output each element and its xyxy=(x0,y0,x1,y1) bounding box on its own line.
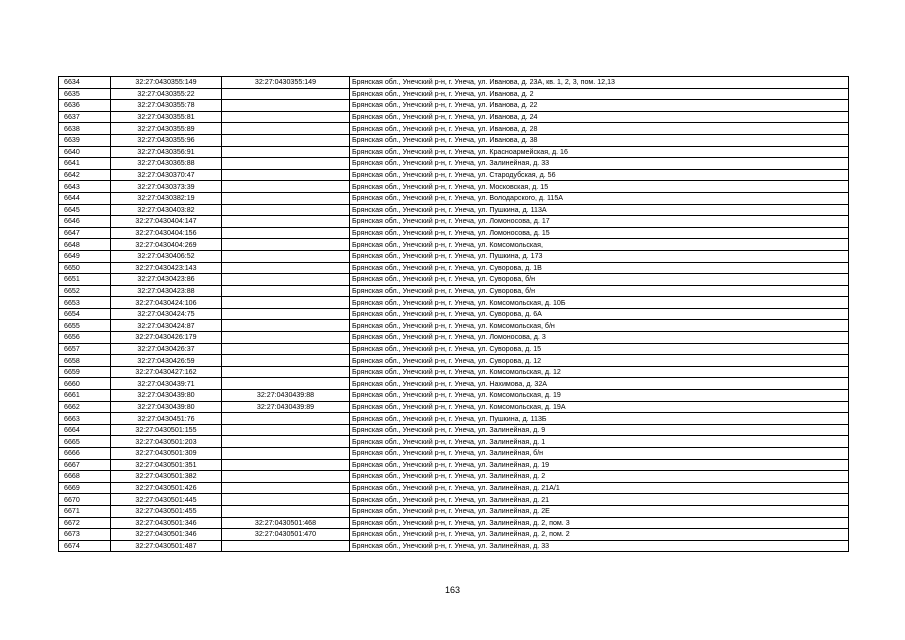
row-number-cell: 6648 xyxy=(59,239,111,251)
row-number-cell: 6654 xyxy=(59,308,111,320)
address-cell: Брянская обл., Унечский р-н, г. Унеча, ул. Пушкина, д. 113Б xyxy=(350,413,849,425)
table-row xyxy=(59,401,849,413)
row-number-cell: 6670 xyxy=(59,494,111,506)
related-cadastral-number-cell xyxy=(222,227,350,239)
table-row xyxy=(59,239,849,251)
related-cadastral-number-cell xyxy=(222,308,350,320)
cadastral-number-cell: 32:27:0430404:156 xyxy=(111,227,222,239)
address-cell: Брянская обл., Унечский р-н, г. Унеча, ул. Суворова, б/н xyxy=(350,274,849,286)
table-row xyxy=(59,517,849,529)
related-cadastral-number-cell xyxy=(222,158,350,170)
table-row xyxy=(59,169,849,181)
related-cadastral-number-cell xyxy=(222,123,350,135)
address-cell: Брянская обл., Унечский р-н, г. Унеча, ул. Залинейная, б/н xyxy=(350,448,849,460)
cadastral-number-cell: 32:27:0430501:382 xyxy=(111,471,222,483)
row-number-cell: 6644 xyxy=(59,192,111,204)
cadastral-number-cell: 32:27:0430406:52 xyxy=(111,250,222,262)
table-row xyxy=(59,471,849,483)
table-row xyxy=(59,297,849,309)
table-row xyxy=(59,320,849,332)
related-cadastral-number-cell xyxy=(222,285,350,297)
related-cadastral-number-cell xyxy=(222,378,350,390)
table-row xyxy=(59,459,849,471)
cadastral-number-cell: 32:27:0430424:75 xyxy=(111,308,222,320)
row-number-cell: 6662 xyxy=(59,401,111,413)
address-cell: Брянская обл., Унечский р-н, г. Унеча, ул. Залинейная, д. 21 xyxy=(350,494,849,506)
table-row xyxy=(59,505,849,517)
row-number-cell: 6649 xyxy=(59,250,111,262)
row-number-cell: 6643 xyxy=(59,181,111,193)
table-row xyxy=(59,181,849,193)
row-number-cell: 6647 xyxy=(59,227,111,239)
cadastral-number-cell: 32:27:0430423:88 xyxy=(111,285,222,297)
row-number-cell: 6672 xyxy=(59,517,111,529)
cadastral-number-cell: 32:27:0430355:22 xyxy=(111,88,222,100)
cadastral-number-cell: 32:27:0430501:455 xyxy=(111,505,222,517)
row-number-cell: 6639 xyxy=(59,134,111,146)
address-cell: Брянская обл., Унечский р-н, г. Унеча, ул. Комсомольская, д. 19А xyxy=(350,401,849,413)
table-row xyxy=(59,146,849,158)
address-cell: Брянская обл., Унечский р-н, г. Унеча, ул. Володарского, д. 115А xyxy=(350,192,849,204)
cadastral-number-cell: 32:27:0430426:179 xyxy=(111,332,222,344)
address-cell: Брянская обл., Унечский р-н, г. Унеча, ул. Иванова, д. 24 xyxy=(350,111,849,123)
related-cadastral-number-cell xyxy=(222,540,350,552)
address-cell: Брянская обл., Унечский р-н, г. Унеча, ул. Стародубская, д. 56 xyxy=(350,169,849,181)
row-number-cell: 6673 xyxy=(59,529,111,541)
related-cadastral-number-cell xyxy=(222,146,350,158)
table-row xyxy=(59,413,849,425)
related-cadastral-number-cell xyxy=(222,111,350,123)
cadastral-number-cell: 32:27:0430427:162 xyxy=(111,366,222,378)
table-row xyxy=(59,111,849,123)
cadastral-number-cell: 32:27:0430501:346 xyxy=(111,529,222,541)
address-cell: Брянская обл., Унечский р-н, г. Унеча, ул. Ломоносова, д. 17 xyxy=(350,216,849,228)
row-number-cell: 6653 xyxy=(59,297,111,309)
related-cadastral-number-cell xyxy=(222,297,350,309)
cadastral-number-cell: 32:27:0430355:81 xyxy=(111,111,222,123)
related-cadastral-number-cell xyxy=(222,262,350,274)
address-cell: Брянская обл., Унечский р-н, г. Унеча, ул. Залинейная, д. 1 xyxy=(350,436,849,448)
row-number-cell: 6668 xyxy=(59,471,111,483)
cadastral-number-cell: 32:27:0430424:106 xyxy=(111,297,222,309)
table-row xyxy=(59,274,849,286)
cadastral-number-cell: 32:27:0430501:309 xyxy=(111,448,222,460)
related-cadastral-number-cell xyxy=(222,100,350,112)
table-row xyxy=(59,250,849,262)
related-cadastral-number-cell xyxy=(222,88,350,100)
cadastral-number-cell: 32:27:0430451:76 xyxy=(111,413,222,425)
table-row xyxy=(59,332,849,344)
address-cell: Брянская обл., Унечский р-н, г. Унеча, ул. Комсомольская, д. 12 xyxy=(350,366,849,378)
row-number-cell: 6658 xyxy=(59,355,111,367)
related-cadastral-number-cell xyxy=(222,448,350,460)
address-cell: Брянская обл., Унечский р-н, г. Унеча, ул. Пушкина, д. 113А xyxy=(350,204,849,216)
address-cell: Брянская обл., Унечский р-н, г. Унеча, ул. Залинейная, д. 2 xyxy=(350,471,849,483)
related-cadastral-number-cell xyxy=(222,494,350,506)
row-number-cell: 6646 xyxy=(59,216,111,228)
related-cadastral-number-cell xyxy=(222,181,350,193)
address-cell: Брянская обл., Унечский р-н, г. Унеча, ул. Комсомольская, д. 10Б xyxy=(350,297,849,309)
table-row xyxy=(59,262,849,274)
row-number-cell: 6640 xyxy=(59,146,111,158)
related-cadastral-number-cell xyxy=(222,366,350,378)
table-row xyxy=(59,123,849,135)
table-row xyxy=(59,482,849,494)
related-cadastral-number-cell: 32:27:0430501:468 xyxy=(222,517,350,529)
address-cell: Брянская обл., Унечский р-н, г. Унеча, ул. Залинейная, д. 9 xyxy=(350,424,849,436)
row-number-cell: 6650 xyxy=(59,262,111,274)
address-cell: Брянская обл., Унечский р-н, г. Унеча, ул. Суворова, д. 6А xyxy=(350,308,849,320)
row-number-cell: 6666 xyxy=(59,448,111,460)
address-cell: Брянская обл., Унечский р-н, г. Унеча, ул. Комсомольская, б/н xyxy=(350,320,849,332)
address-cell: Брянская обл., Унечский р-н, г. Унеча, ул. Комсомольская, xyxy=(350,239,849,251)
row-number-cell: 6636 xyxy=(59,100,111,112)
related-cadastral-number-cell xyxy=(222,482,350,494)
related-cadastral-number-cell xyxy=(222,320,350,332)
row-number-cell: 6674 xyxy=(59,540,111,552)
row-number-cell: 6663 xyxy=(59,413,111,425)
related-cadastral-number-cell xyxy=(222,216,350,228)
address-cell: Брянская обл., Унечский р-н, г. Унеча, ул. Залинейная, д. 19 xyxy=(350,459,849,471)
table-row xyxy=(59,77,849,89)
row-number-cell: 6667 xyxy=(59,459,111,471)
cadastral-number-cell: 32:27:0430355:149 xyxy=(111,77,222,89)
cadastral-number-cell: 32:27:0430370:47 xyxy=(111,169,222,181)
cadastral-number-cell: 32:27:0430355:78 xyxy=(111,100,222,112)
table-row xyxy=(59,192,849,204)
related-cadastral-number-cell xyxy=(222,332,350,344)
related-cadastral-number-cell: 32:27:0430439:88 xyxy=(222,390,350,402)
table-row xyxy=(59,436,849,448)
table-row xyxy=(59,216,849,228)
cadastral-number-cell: 32:27:0430501:487 xyxy=(111,540,222,552)
table-row xyxy=(59,308,849,320)
related-cadastral-number-cell xyxy=(222,239,350,251)
table-row xyxy=(59,424,849,436)
related-cadastral-number-cell xyxy=(222,204,350,216)
related-cadastral-number-cell xyxy=(222,505,350,517)
related-cadastral-number-cell xyxy=(222,424,350,436)
address-cell: Брянская обл., Унечский р-н, г. Унеча, ул. Иванова, д. 28 xyxy=(350,123,849,135)
cadastral-number-cell: 32:27:0430501:203 xyxy=(111,436,222,448)
address-cell: Брянская обл., Унечский р-н, г. Унеча, ул. Залинейная, д. 2, пом. 2 xyxy=(350,529,849,541)
table-row xyxy=(59,355,849,367)
table-row xyxy=(59,134,849,146)
cadastral-number-cell: 32:27:0430404:147 xyxy=(111,216,222,228)
related-cadastral-number-cell: 32:27:0430355:149 xyxy=(222,77,350,89)
table-row xyxy=(59,158,849,170)
related-cadastral-number-cell xyxy=(222,413,350,425)
address-cell: Брянская обл., Унечский р-н, г. Унеча, ул. Суворова, д. 1В xyxy=(350,262,849,274)
cadastral-number-cell: 32:27:0430439:80 xyxy=(111,401,222,413)
cadastral-number-cell: 32:27:0430426:59 xyxy=(111,355,222,367)
address-cell: Брянская обл., Унечский р-н, г. Унеча, ул. Залинейная, д. 2, пом. 3 xyxy=(350,517,849,529)
address-cell: Брянская обл., Унечский р-н, г. Унеча, ул. Иванова, д. 2 xyxy=(350,88,849,100)
row-number-cell: 6657 xyxy=(59,343,111,355)
row-number-cell: 6645 xyxy=(59,204,111,216)
row-number-cell: 6659 xyxy=(59,366,111,378)
row-number-cell: 6656 xyxy=(59,332,111,344)
address-cell: Брянская обл., Унечский р-н, г. Унеча, ул. Нахимова, д. 32А xyxy=(350,378,849,390)
address-cell: Брянская обл., Унечский р-н, г. Унеча, ул. Красноармейская, д. 16 xyxy=(350,146,849,158)
cadastral-number-cell: 32:27:0430501:346 xyxy=(111,517,222,529)
table-row xyxy=(59,378,849,390)
table-row xyxy=(59,540,849,552)
address-cell: Брянская обл., Унечский р-н, г. Унеча, ул. Комсомольская, д. 19 xyxy=(350,390,849,402)
address-cell: Брянская обл., Унечский р-н, г. Унеча, ул. Залинейная, д. 2Е xyxy=(350,505,849,517)
address-cell: Брянская обл., Унечский р-н, г. Унеча, ул. Пушкина, д. 173 xyxy=(350,250,849,262)
cadastral-number-cell: 32:27:0430403:82 xyxy=(111,204,222,216)
table-row xyxy=(59,100,849,112)
related-cadastral-number-cell xyxy=(222,343,350,355)
address-cell: Брянская обл., Унечский р-н, г. Унеча, ул. Ломоносова, д. 3 xyxy=(350,332,849,344)
table-row xyxy=(59,366,849,378)
cadastral-number-cell: 32:27:0430365:88 xyxy=(111,158,222,170)
table-row xyxy=(59,529,849,541)
address-cell: Брянская обл., Унечский р-н, г. Унеча, ул. Залинейная, д. 33 xyxy=(350,540,849,552)
cadastral-number-cell: 32:27:0430424:87 xyxy=(111,320,222,332)
related-cadastral-number-cell xyxy=(222,192,350,204)
related-cadastral-number-cell: 32:27:0430439:89 xyxy=(222,401,350,413)
row-number-cell: 6641 xyxy=(59,158,111,170)
table-row xyxy=(59,227,849,239)
row-number-cell: 6634 xyxy=(59,77,111,89)
cadastral-number-cell: 32:27:0430501:155 xyxy=(111,424,222,436)
related-cadastral-number-cell xyxy=(222,355,350,367)
address-cell: Брянская обл., Унечский р-н, г. Унеча, ул. Залинейная, д. 21А/1 xyxy=(350,482,849,494)
address-cell: Брянская обл., Унечский р-н, г. Унеча, ул. Иванова, д. 23А, кв. 1, 2, 3, пом. 12,13 xyxy=(350,77,849,89)
cadastral-number-cell: 32:27:0430426:37 xyxy=(111,343,222,355)
cadastral-number-cell: 32:27:0430382:19 xyxy=(111,192,222,204)
address-cell: Брянская обл., Унечский р-н, г. Унеча, ул. Московская, д. 15 xyxy=(350,181,849,193)
table-row xyxy=(59,204,849,216)
address-cell: Брянская обл., Унечский р-н, г. Унеча, ул. Суворова, д. 15 xyxy=(350,343,849,355)
table-row xyxy=(59,285,849,297)
cadastral-number-cell: 32:27:0430373:39 xyxy=(111,181,222,193)
cadastral-number-cell: 32:27:0430501:351 xyxy=(111,459,222,471)
table-row xyxy=(59,390,849,402)
page-number: 163 xyxy=(444,585,461,595)
cadastral-number-cell: 32:27:0430355:89 xyxy=(111,123,222,135)
cadastral-number-cell: 32:27:0430356:91 xyxy=(111,146,222,158)
related-cadastral-number-cell: 32:27:0430501:470 xyxy=(222,529,350,541)
related-cadastral-number-cell xyxy=(222,250,350,262)
cadastral-number-cell: 32:27:0430404:269 xyxy=(111,239,222,251)
row-number-cell: 6664 xyxy=(59,424,111,436)
row-number-cell: 6671 xyxy=(59,505,111,517)
address-cell: Брянская обл., Унечский р-н, г. Унеча, ул. Иванова, д. 22 xyxy=(350,100,849,112)
address-cell: Брянская обл., Унечский р-н, г. Унеча, ул. Суворова, д. 12 xyxy=(350,355,849,367)
related-cadastral-number-cell xyxy=(222,471,350,483)
cadastral-number-cell: 32:27:0430423:86 xyxy=(111,274,222,286)
row-number-cell: 6660 xyxy=(59,378,111,390)
table-row xyxy=(59,448,849,460)
row-number-cell: 6651 xyxy=(59,274,111,286)
address-cell: Брянская обл., Унечский р-н, г. Унеча, ул. Иванова, д. 38 xyxy=(350,134,849,146)
row-number-cell: 6637 xyxy=(59,111,111,123)
table-row xyxy=(59,494,849,506)
row-number-cell: 6661 xyxy=(59,390,111,402)
cadastral-number-cell: 32:27:0430355:96 xyxy=(111,134,222,146)
address-cell: Брянская обл., Унечский р-н, г. Унеча, ул. Ломоносова, д. 15 xyxy=(350,227,849,239)
registry-table xyxy=(58,76,849,552)
cadastral-number-cell: 32:27:0430423:143 xyxy=(111,262,222,274)
address-cell: Брянская обл., Унечский р-н, г. Унеча, ул. Залинейная, д. 33 xyxy=(350,158,849,170)
row-number-cell: 6635 xyxy=(59,88,111,100)
row-number-cell: 6669 xyxy=(59,482,111,494)
row-number-cell: 6655 xyxy=(59,320,111,332)
table-row xyxy=(59,88,849,100)
related-cadastral-number-cell xyxy=(222,436,350,448)
cadastral-number-cell: 32:27:0430439:71 xyxy=(111,378,222,390)
address-cell: Брянская обл., Унечский р-н, г. Унеча, ул. Суворова, б/н xyxy=(350,285,849,297)
row-number-cell: 6665 xyxy=(59,436,111,448)
related-cadastral-number-cell xyxy=(222,274,350,286)
cadastral-number-cell: 32:27:0430439:80 xyxy=(111,390,222,402)
table-row xyxy=(59,343,849,355)
cadastral-number-cell: 32:27:0430501:445 xyxy=(111,494,222,506)
registry-table-body xyxy=(59,77,849,552)
related-cadastral-number-cell xyxy=(222,459,350,471)
related-cadastral-number-cell xyxy=(222,169,350,181)
related-cadastral-number-cell xyxy=(222,134,350,146)
cadastral-number-cell: 32:27:0430501:426 xyxy=(111,482,222,494)
row-number-cell: 6638 xyxy=(59,123,111,135)
row-number-cell: 6652 xyxy=(59,285,111,297)
row-number-cell: 6642 xyxy=(59,169,111,181)
